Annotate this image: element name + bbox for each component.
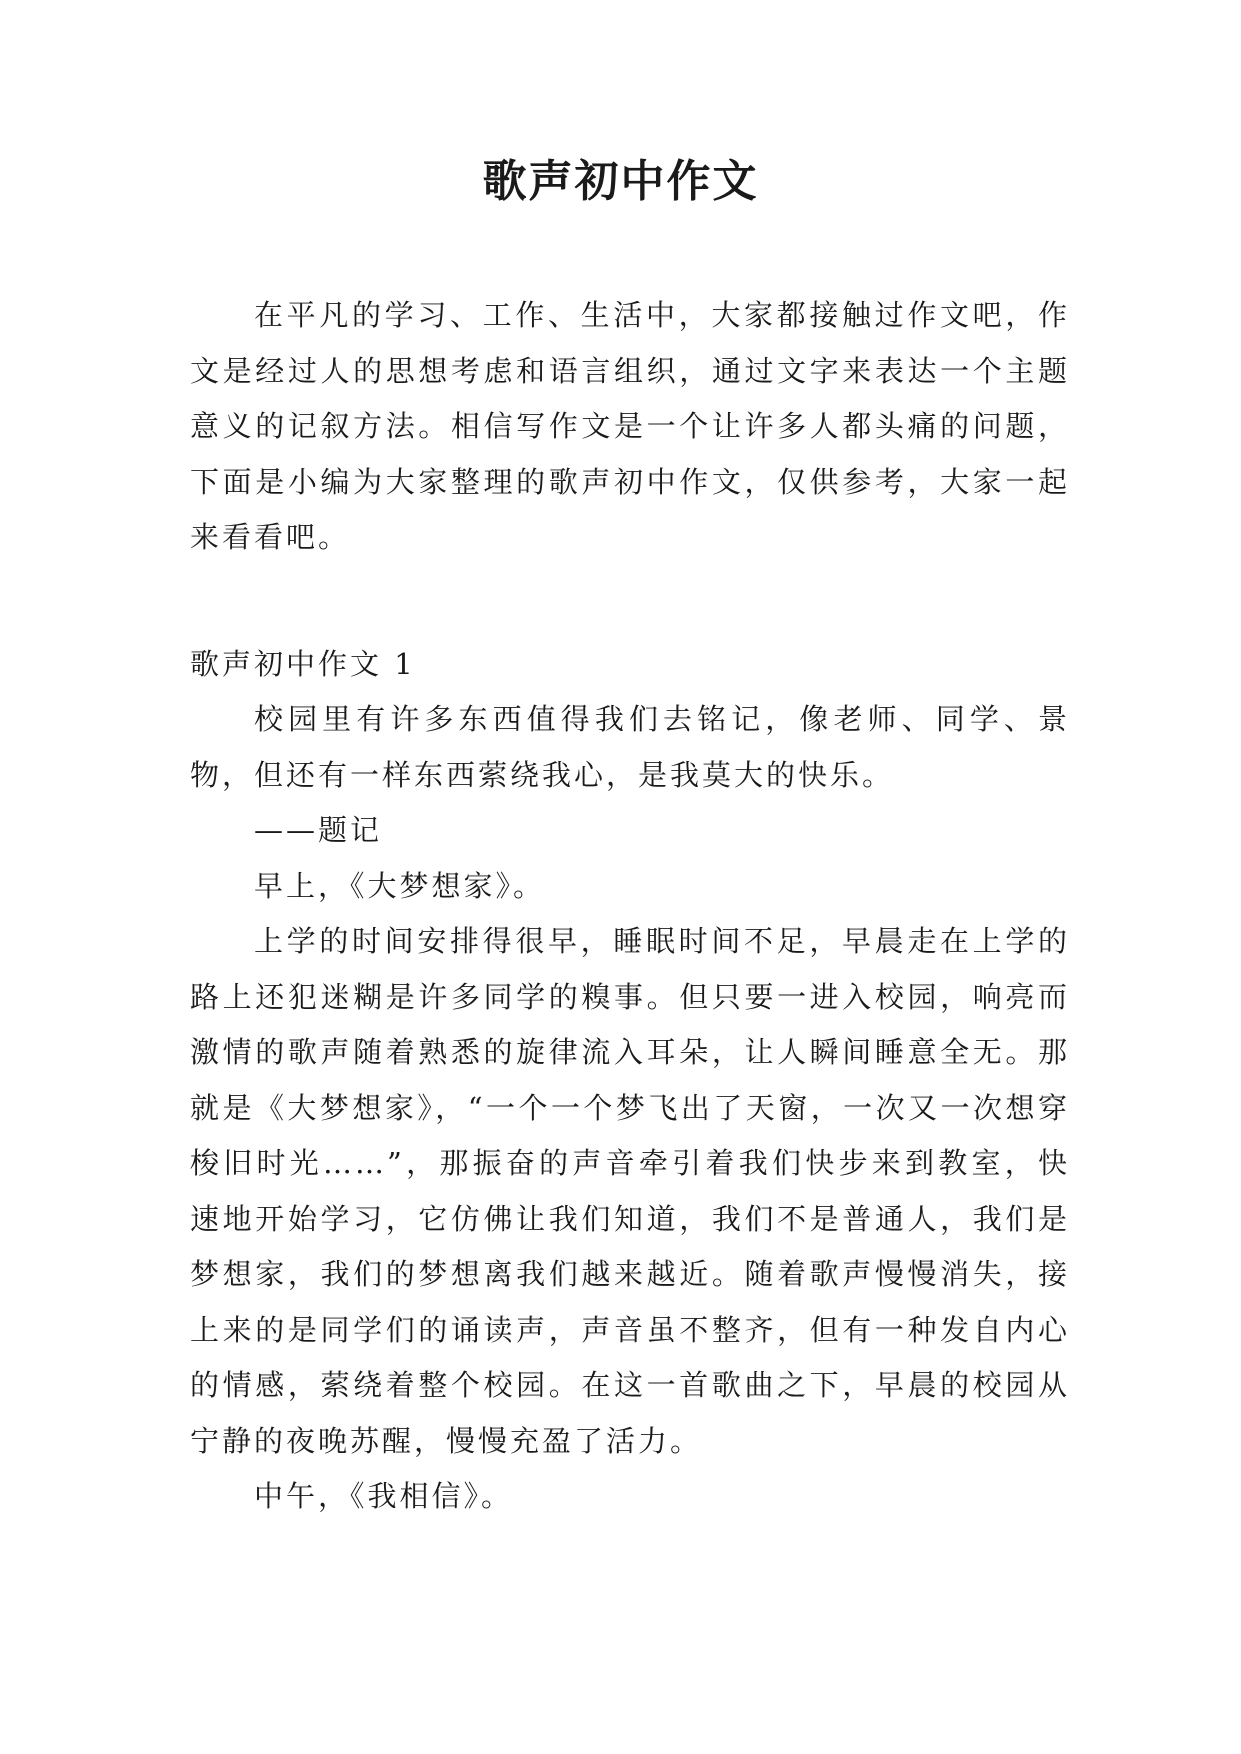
essay-heading: 歌声初中作文 1 [190, 647, 416, 681]
intro-paragraph: 在平凡的学习、工作、生活中，大家都接触过作文吧，作文是经过人的思想考虑和语言组织，通过文字来表达一个主题意义的记叙方法。相信写作文是一个让许多人都头痛的问题，下面是小编为大家整理的歌声初中作文，仅供参考，大家一起来看看吧。 [190, 298, 1070, 554]
essay-paragraph-morning-heading: 早上，《大梦想家》。 [254, 868, 546, 903]
intro-section [190, 288, 1070, 566]
essay-paragraph-noon-heading: 中午，《我相信》。 [254, 1479, 514, 1513]
essay-paragraph-epigraph-attribution: ——题记 [254, 813, 383, 847]
essay-paragraph-epigraph: 校园里有许多东西值得我们去铭记，像老师、同学、景物，但还有一样东西萦绕我心，是我莫大的快乐。 [190, 702, 1070, 792]
essay-body [190, 692, 1070, 1525]
page-title: 歌声初中作文 [482, 156, 759, 207]
essay-paragraph-morning: 上学的时间安排得很早，睡眠时间不足，早晨走在上学的路上还犯迷糊是许多同学的糗事。但只要一进入校园，响亮而激情的歌声随着熟悉的旋律流入耳朵，让人瞬间睡意全无。那就是《大梦想家》，“一个一个梦飞出了天窗，一次又一次想穿梭旧时光……”，那振奋的声音牵引着我们快步来到教室，快速地开始学习，它仿佛让我们知道，我们不是普通人，我们是梦想家，我们的梦想离我们越来越近。随着歌声慢慢消失，接上来的是同学们的诵读声，声音虽不整齐，但有一种发自内心的情感，萦绕着整个校园。在这一首歌曲之下，早晨的校园从宁静的夜晚苏醒，慢慢充盈了活力。 [190, 924, 1070, 1458]
